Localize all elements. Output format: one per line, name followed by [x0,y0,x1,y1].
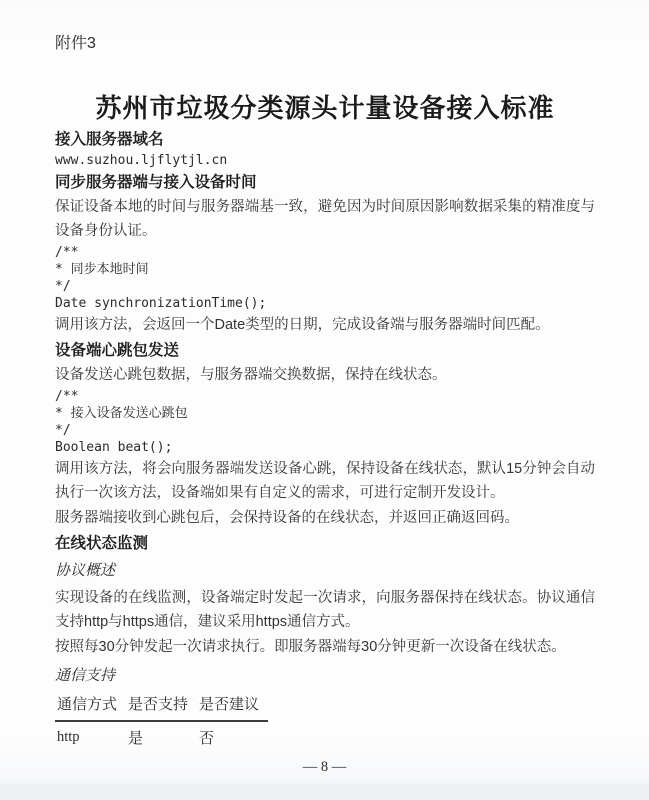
table-header-method: 通信方式 [55,691,126,721]
online-status-paragraph-2: 按照每30分钟发起一次请求执行。即服务器端每30分钟更新一次设备在线状态。 [55,639,566,655]
table-cell-method: http [57,729,80,745]
heartbeat-note-1: 调用该方法，将会向服务器端发送设备心跳，保持设备在线状态，默认15分钟会自动执行一次该方法，设备端如果有自定义的需求，可进行定制开发设计。 [55,461,595,501]
online-status-paragraph-1: 实现设备的在线监测，设备端定时发起一次请求，向服务器保持在线状态。协议通信支持http与https通信，建议采用https通信方式。 [55,590,595,630]
page-number: — 8 — [302,759,347,775]
subheading-comm-support: 通信支持 [55,668,116,684]
time-sync-code-line: /** [55,245,79,260]
heartbeat-code-line: * 接入设备发送心跳包 [55,406,188,421]
time-sync-paragraph: 保证设备本地的时间与服务器端基一致，避免因为时间原因影响数据采集的精准度与设备身份认证。 [55,199,595,239]
table-header-recommended: 是否建议 [197,691,268,721]
server-domain-url: www.suzhou.ljflytjl.cn [55,153,228,168]
heartbeat-code-line: /** [55,389,79,404]
heading-heartbeat: 设备端心跳包发送 [55,342,180,359]
table-header-row [55,691,268,721]
table-header-supported: 是否支持 [126,691,197,721]
comm-support-table [55,691,268,750]
heading-server-domain: 接入服务器域名 [55,131,164,148]
heading-online-status: 在线状态监测 [55,535,149,552]
document-title: 苏州市垃圾分类源头计量设备接入标准 [95,94,555,123]
table-cell-recommended: 否 [199,730,215,747]
heartbeat-paragraph: 设备发送心跳包数据，与服务器端交换数据，保持在线状态。 [55,367,447,383]
heartbeat-code-line: */ [55,423,71,438]
subheading-protocol-overview: 协议概述 [55,563,116,579]
time-sync-code-line: Date synchronizationTime(); [55,296,267,311]
table-row [55,721,268,750]
time-sync-code-line: * 同步本地时间 [55,262,149,277]
heading-time-sync: 同步服务器端与接入设备时间 [55,174,257,191]
heartbeat-code-line: Boolean beat(); [55,440,173,455]
time-sync-code-line: */ [55,279,71,294]
attachment-label: 附件3 [55,35,96,52]
table-cell-supported: 是 [128,730,144,747]
time-sync-note: 调用该方法，会返回一个Date类型的日期，完成设备端与服务器端时间匹配。 [55,317,550,333]
heartbeat-note-2: 服务器端接收到心跳包后，会保持设备的在线状态，并返回正确返回码。 [55,510,519,526]
scan-edge-shadow [0,784,649,800]
